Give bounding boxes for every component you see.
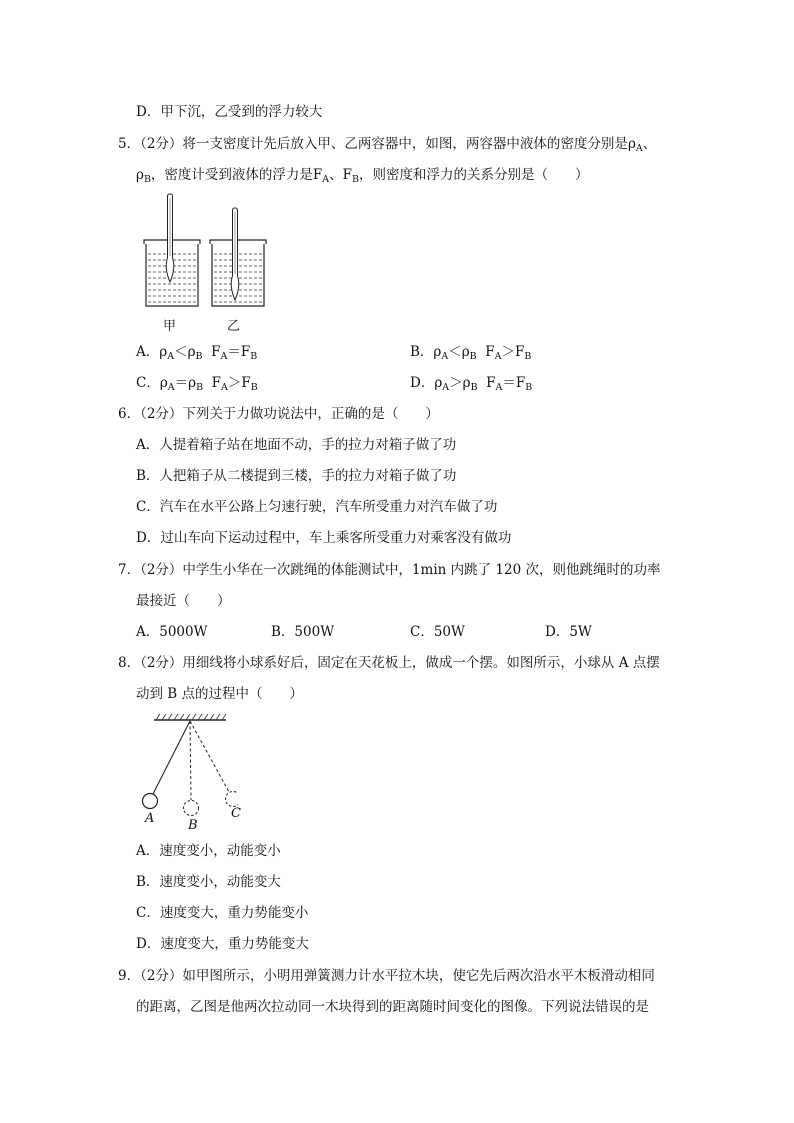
beaker-jia [144, 194, 200, 306]
q6-option-d: D．过山车向下运动过程中，车上乘客所受重力对乘客没有做功 [136, 530, 512, 546]
pendulum-ball-a [143, 794, 158, 809]
q5-fig-label-jia: 甲 [163, 319, 177, 334]
q5-stem-line1: 5．（2分）将一支密度计先后放入甲、乙两容器中，如图，两容器中液体的密度分别是$\rho_A$、 [118, 136, 657, 154]
q7-option-a: A．5000W [136, 624, 208, 640]
q8-fig-label-a: A [145, 811, 155, 826]
q7-option-d: D．5W [545, 624, 592, 640]
q7-option-c: C．50W [410, 624, 465, 640]
q8-option-c: C．速度变大，重力势能变小 [136, 905, 309, 921]
q8-fig-label-c: C [231, 806, 241, 821]
q8-option-d: D．速度变大，重力势能变大 [136, 936, 309, 952]
q8-option-a: A．速度变小，动能变小 [136, 843, 281, 859]
q4-option-d: D．甲下沉，乙受到的浮力较大 [136, 104, 323, 120]
q5-fig-label-yi: 乙 [227, 319, 241, 334]
q9-stem-line1: 9．（2分）如甲图所示，小明用弹簧测力计水平拉木块，使它先后两次沿水平木板滑动相同 [118, 968, 655, 984]
q7-stem-line2: 最接近（ ） [136, 593, 231, 609]
q5-option-b: B．$\rho_A<\rho_B$ $F_A>F_B$ [410, 344, 532, 362]
q5-option-c: C．$\rho_A=\rho_B$ $F_A>F_B$ [136, 375, 258, 393]
q8-stem-line2: 动到 B 点的过程中（ ） [136, 686, 304, 702]
q5-beakers-figure [140, 192, 275, 312]
pendulum-ball-b [184, 801, 199, 816]
q5-stem-line2: $\rho_B$，密度计受到液体的浮力是$F_A$、$F_B$，则密度和浮力的关系分别是（ ） [136, 167, 589, 185]
q5-option-a: A．$\rho_A<\rho_B$ $F_A=F_B$ [136, 344, 258, 362]
q7-option-b: B．500W [271, 624, 335, 640]
q6-stem: 6．（2分）下列关于力做功说法中，正确的是（ ） [118, 406, 439, 422]
q6-option-c: C．汽车在水平公路上匀速行驶，汽车所受重力对汽车做了功 [136, 499, 498, 515]
q6-option-a: A．人提着箱子站在地面不动，手的拉力对箱子做了功 [136, 437, 457, 453]
q5-option-d: D．$\rho_A>\rho_B$ $F_A=F_B$ [410, 375, 533, 393]
q8-stem-line1: 8．（2分）用细线将小球系好后，固定在天花板上，做成一个摆。如图所示，小球从 A 点摆 [118, 655, 660, 671]
q6-option-b: B．人把箱子从二楼提到三楼，手的拉力对箱子做了功 [136, 468, 457, 484]
q9-stem-line2: 的距离，乙图是他两次拉动同一木块得到的距离随时间变化的图像。下列说法错误的是 [136, 999, 649, 1015]
q7-stem-line1: 7．（2分）中学生小华在一次跳绳的体能测试中，1min 内跳了 120 次，则他跳绳时的功率 [118, 562, 661, 578]
q8-pendulum-figure [138, 712, 238, 824]
beaker-yi [210, 208, 266, 306]
pendulum-ball-c [226, 792, 239, 807]
q8-option-b: B．速度变小，动能变大 [136, 874, 281, 890]
q8-fig-label-b: B [188, 818, 198, 833]
